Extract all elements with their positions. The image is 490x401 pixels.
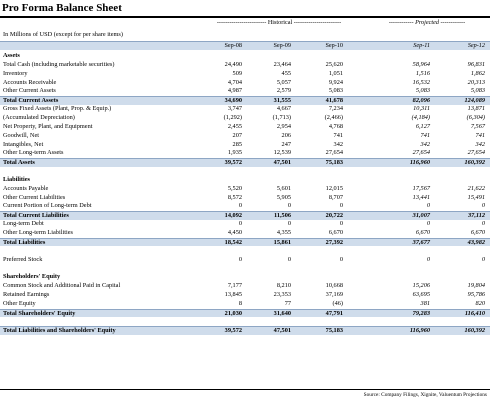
row-label: Retained Earnings <box>3 290 50 298</box>
cell-sep-09: 15,861 <box>273 238 291 246</box>
cell-sep-10: 1,051 <box>328 69 343 77</box>
cell-sep-10: 5,083 <box>328 87 343 95</box>
cell-sep-09: 77 <box>284 299 291 307</box>
cell-sep-08: 34,690 <box>224 97 242 105</box>
cell-sep-12: 741 <box>475 131 485 139</box>
cell-sep-10: 342 <box>333 140 343 148</box>
cell-sep-12: 37,112 <box>468 212 485 220</box>
cell-sep-11: 15,206 <box>412 282 430 290</box>
spacer-row <box>0 318 490 327</box>
column-header-sep-10: Sep-10 <box>325 42 343 49</box>
table-row <box>0 194 490 203</box>
row-label: Total Current Assets <box>3 97 59 105</box>
row-label: Common Stock and Additional Paid in Capital <box>3 282 121 290</box>
cell-sep-11: 10,311 <box>413 105 430 113</box>
table-row <box>0 149 490 158</box>
cell-sep-11: 31,007 <box>412 212 430 220</box>
cell-sep-09: 31,555 <box>273 97 291 105</box>
cell-sep-12: 6,670 <box>470 229 485 236</box>
cell-sep-12: 0 <box>481 220 485 228</box>
cell-sep-12: 1,862 <box>470 69 485 77</box>
cell-sep-08: 8 <box>238 299 242 307</box>
column-header-sep-09: Sep-09 <box>273 42 291 49</box>
table-row <box>0 282 490 291</box>
cell-sep-08: 4,704 <box>227 78 242 86</box>
cell-sep-12: 20,313 <box>467 78 485 86</box>
cell-sep-09: 23,464 <box>273 60 291 68</box>
spacer-row <box>0 264 490 273</box>
page-title: Pro Forma Balance Sheet <box>2 2 122 14</box>
cell-sep-11: 0 <box>426 202 430 210</box>
cell-sep-11: 0 <box>426 255 430 263</box>
cell-sep-11: 342 <box>420 140 430 148</box>
cell-sep-10: 20,722 <box>325 212 343 220</box>
cell-sep-09: 11,506 <box>274 212 291 220</box>
section-header-row <box>0 273 490 282</box>
row-label: Total Assets <box>3 159 35 167</box>
cell-sep-10: 0 <box>339 202 343 210</box>
cell-sep-09: 12,539 <box>273 149 291 157</box>
cell-sep-09: 0 <box>287 220 291 228</box>
cell-sep-09: 5,057 <box>276 78 291 86</box>
column-header-sep-11: Sep-11 <box>413 42 430 49</box>
cell-sep-10: (46) <box>332 299 343 307</box>
cell-sep-08: 207 <box>232 131 242 139</box>
cell-sep-10: (2,466) <box>324 113 343 121</box>
cell-sep-10: 27,654 <box>325 149 343 157</box>
cell-sep-09: 23,353 <box>273 290 291 298</box>
cell-sep-11: 741 <box>420 131 430 139</box>
column-header-sep-12: Sep-12 <box>467 42 485 49</box>
cell-sep-11: 82,096 <box>412 97 430 105</box>
table-row <box>0 87 490 96</box>
table-row <box>0 105 490 114</box>
table-row <box>0 132 490 141</box>
cell-sep-08: 1,935 <box>227 149 242 157</box>
cell-sep-09: 0 <box>287 255 291 263</box>
cell-sep-11: 17,567 <box>412 184 430 192</box>
spacer-row <box>0 167 490 176</box>
cell-sep-09: 47,501 <box>273 327 291 335</box>
row-label: Assets <box>3 52 20 59</box>
cell-sep-12: (6,304) <box>466 113 485 121</box>
cell-sep-11: 116,960 <box>409 327 430 335</box>
section-header-row <box>0 176 490 185</box>
spacer-row <box>0 247 490 256</box>
cell-sep-10: 0 <box>339 220 343 228</box>
total-row <box>0 211 490 220</box>
cell-sep-11: 58,964 <box>412 60 430 68</box>
cell-sep-12: 96,831 <box>467 60 485 68</box>
cell-sep-11: 0 <box>426 220 430 228</box>
cell-sep-08: 4,450 <box>227 229 242 236</box>
table-row <box>0 300 490 309</box>
table-row <box>0 229 490 238</box>
total-row <box>0 238 490 247</box>
cell-sep-12: 13,871 <box>467 105 485 113</box>
cell-sep-08: 0 <box>238 202 242 210</box>
cell-sep-08: 24,490 <box>224 60 242 68</box>
cell-sep-11: 1,516 <box>415 69 430 77</box>
row-label: Liabilities <box>3 175 30 183</box>
cell-sep-09: 2,954 <box>276 122 291 130</box>
cell-sep-10: 8,707 <box>328 193 343 201</box>
cell-sep-08: 3,747 <box>227 105 242 113</box>
cell-sep-09: 247 <box>281 140 291 148</box>
row-label: Accounts Receivable <box>3 78 57 86</box>
table-row <box>0 114 490 123</box>
cell-sep-09: 4,355 <box>276 229 291 236</box>
cell-sep-11: 27,654 <box>412 149 430 157</box>
cell-sep-08: 285 <box>232 140 242 148</box>
source-note: Source: Company Filings, Xignite, Valuentum Projections <box>363 392 487 398</box>
cell-sep-09: 206 <box>281 131 291 139</box>
table-row <box>0 79 490 88</box>
cell-sep-10: 10,668 <box>325 282 343 290</box>
table-row <box>0 123 490 132</box>
units-label: In Millions of USD (except for per share items) <box>3 31 123 38</box>
table-row <box>0 141 490 150</box>
row-label: Gross Fixed Assets (Plant, Prop. & Equip.) <box>3 105 112 113</box>
row-label: (Accumulated Depreciation) <box>3 113 75 121</box>
cell-sep-09: 5,601 <box>276 184 291 192</box>
cell-sep-09: (1,713) <box>272 113 291 121</box>
cell-sep-12: 0 <box>481 202 485 210</box>
cell-sep-11: (4,184) <box>411 113 430 121</box>
row-label: Total Liabilities and Shareholders' Equity <box>3 327 116 335</box>
cell-sep-11: 381 <box>420 299 430 307</box>
row-label: Other Long-term Liabilities <box>3 229 73 236</box>
cell-sep-08: 0 <box>238 255 242 263</box>
cell-sep-08: 14,092 <box>224 212 242 220</box>
cell-sep-08: 18,542 <box>224 238 242 246</box>
row-label: Net Property, Plant, and Equipment <box>3 122 93 130</box>
cell-sep-10: 75,183 <box>325 327 343 335</box>
cell-sep-10: 75,183 <box>325 159 343 167</box>
cell-sep-08: 5,520 <box>227 184 242 192</box>
row-label: Goodwill, Net <box>3 131 40 139</box>
total-row <box>0 309 490 318</box>
projected-group-label: ------------ Projected ------------ <box>388 19 466 26</box>
cell-sep-11: 116,960 <box>409 159 430 167</box>
cell-sep-09: 2,579 <box>276 87 291 95</box>
table-row <box>0 61 490 70</box>
cell-sep-08: 13,845 <box>224 290 242 298</box>
cell-sep-12: 43,982 <box>467 238 485 246</box>
cell-sep-09: 31,640 <box>273 309 291 317</box>
total-row <box>0 326 490 335</box>
cell-sep-09: 5,905 <box>276 193 291 201</box>
row-label: Other Long-term Assets <box>3 149 64 157</box>
cell-sep-12: 5,083 <box>470 87 485 95</box>
cell-sep-08: 4,987 <box>227 87 242 95</box>
row-label: Total Cash (including marketable securities) <box>3 60 115 68</box>
table-row <box>0 202 490 211</box>
cell-sep-09: 455 <box>281 69 291 77</box>
cell-sep-08: 39,572 <box>224 327 242 335</box>
row-label: Long-term Debt <box>3 220 44 228</box>
cell-sep-12: 27,654 <box>467 149 485 157</box>
cell-sep-12: 21,622 <box>467 184 485 192</box>
cell-sep-11: 79,283 <box>412 309 430 317</box>
cell-sep-08: 7,177 <box>227 282 242 290</box>
row-label: Inventory <box>3 69 28 77</box>
cell-sep-12: 160,392 <box>464 327 485 335</box>
cell-sep-11: 37,677 <box>412 238 430 246</box>
cell-sep-08: 2,455 <box>227 122 242 130</box>
cell-sep-10: 25,620 <box>325 60 343 68</box>
row-label: Total Shareholders' Equity <box>3 309 76 317</box>
cell-sep-08: 509 <box>232 69 242 77</box>
row-label: Total Current Liabilities <box>3 212 69 220</box>
cell-sep-12: 124,089 <box>464 97 485 105</box>
table-row <box>0 220 490 229</box>
cell-sep-10: 0 <box>339 255 343 263</box>
cell-sep-11: 63,695 <box>412 290 430 298</box>
cell-sep-12: 19,804 <box>467 282 485 290</box>
cell-sep-12: 116,410 <box>464 309 485 317</box>
cell-sep-09: 4,667 <box>276 105 291 113</box>
cell-sep-08: 8,572 <box>227 193 242 201</box>
total-row <box>0 96 490 105</box>
cell-sep-08: (1,292) <box>223 113 242 121</box>
total-row <box>0 158 490 167</box>
cell-sep-10: 37,169 <box>325 290 343 298</box>
row-label: Total Liabilities <box>3 238 46 246</box>
title-rule <box>0 16 490 18</box>
historical-group-label: ------------------------ Historical ----------------------- <box>216 19 342 26</box>
row-label: Other Equity <box>3 299 36 307</box>
row-label: Other Current Assets <box>3 87 56 95</box>
column-header-sep-08: Sep-08 <box>224 42 242 49</box>
section-header-row <box>0 52 490 61</box>
row-label: Shareholders' Equity <box>3 273 61 281</box>
cell-sep-10: 6,670 <box>328 229 343 236</box>
cell-sep-09: 8,210 <box>276 282 291 290</box>
cell-sep-11: 16,532 <box>412 78 430 86</box>
cell-sep-10: 741 <box>333 131 343 139</box>
cell-sep-12: 342 <box>475 140 485 148</box>
cell-sep-12: 95,786 <box>467 290 485 298</box>
cell-sep-10: 12,015 <box>325 184 343 192</box>
cell-sep-11: 5,083 <box>415 87 430 95</box>
row-label: Other Current Liabilities <box>3 193 66 201</box>
cell-sep-12: 0 <box>481 255 485 263</box>
cell-sep-12: 7,567 <box>470 122 485 130</box>
cell-sep-08: 0 <box>238 220 242 228</box>
cell-sep-10: 41,678 <box>325 97 343 105</box>
table-row <box>0 185 490 194</box>
row-label: Accounts Payable <box>3 184 49 192</box>
cell-sep-11: 6,127 <box>415 122 430 130</box>
cell-sep-12: 820 <box>475 299 485 307</box>
cell-sep-12: 160,392 <box>464 159 485 167</box>
cell-sep-09: 47,501 <box>273 159 291 167</box>
bottom-rule <box>0 389 490 390</box>
cell-sep-09: 0 <box>287 202 291 210</box>
cell-sep-12: 15,491 <box>467 193 485 201</box>
cell-sep-10: 9,924 <box>328 78 343 86</box>
cell-sep-11: 13,441 <box>412 193 430 201</box>
cell-sep-08: 21,030 <box>224 309 242 317</box>
table-row <box>0 256 490 265</box>
cell-sep-10: 47,791 <box>325 309 343 317</box>
cell-sep-08: 39,572 <box>224 159 242 167</box>
row-label: Current Portion of Long-term Debt <box>3 202 92 210</box>
cell-sep-11: 6,670 <box>415 229 430 236</box>
table-row <box>0 291 490 300</box>
cell-sep-10: 27,392 <box>325 238 343 246</box>
table-row <box>0 70 490 79</box>
cell-sep-10: 7,234 <box>328 105 343 113</box>
row-label: Intangibles, Net <box>3 140 44 148</box>
row-label: Preferred Stock <box>3 255 43 263</box>
cell-sep-10: 4,768 <box>328 122 343 130</box>
